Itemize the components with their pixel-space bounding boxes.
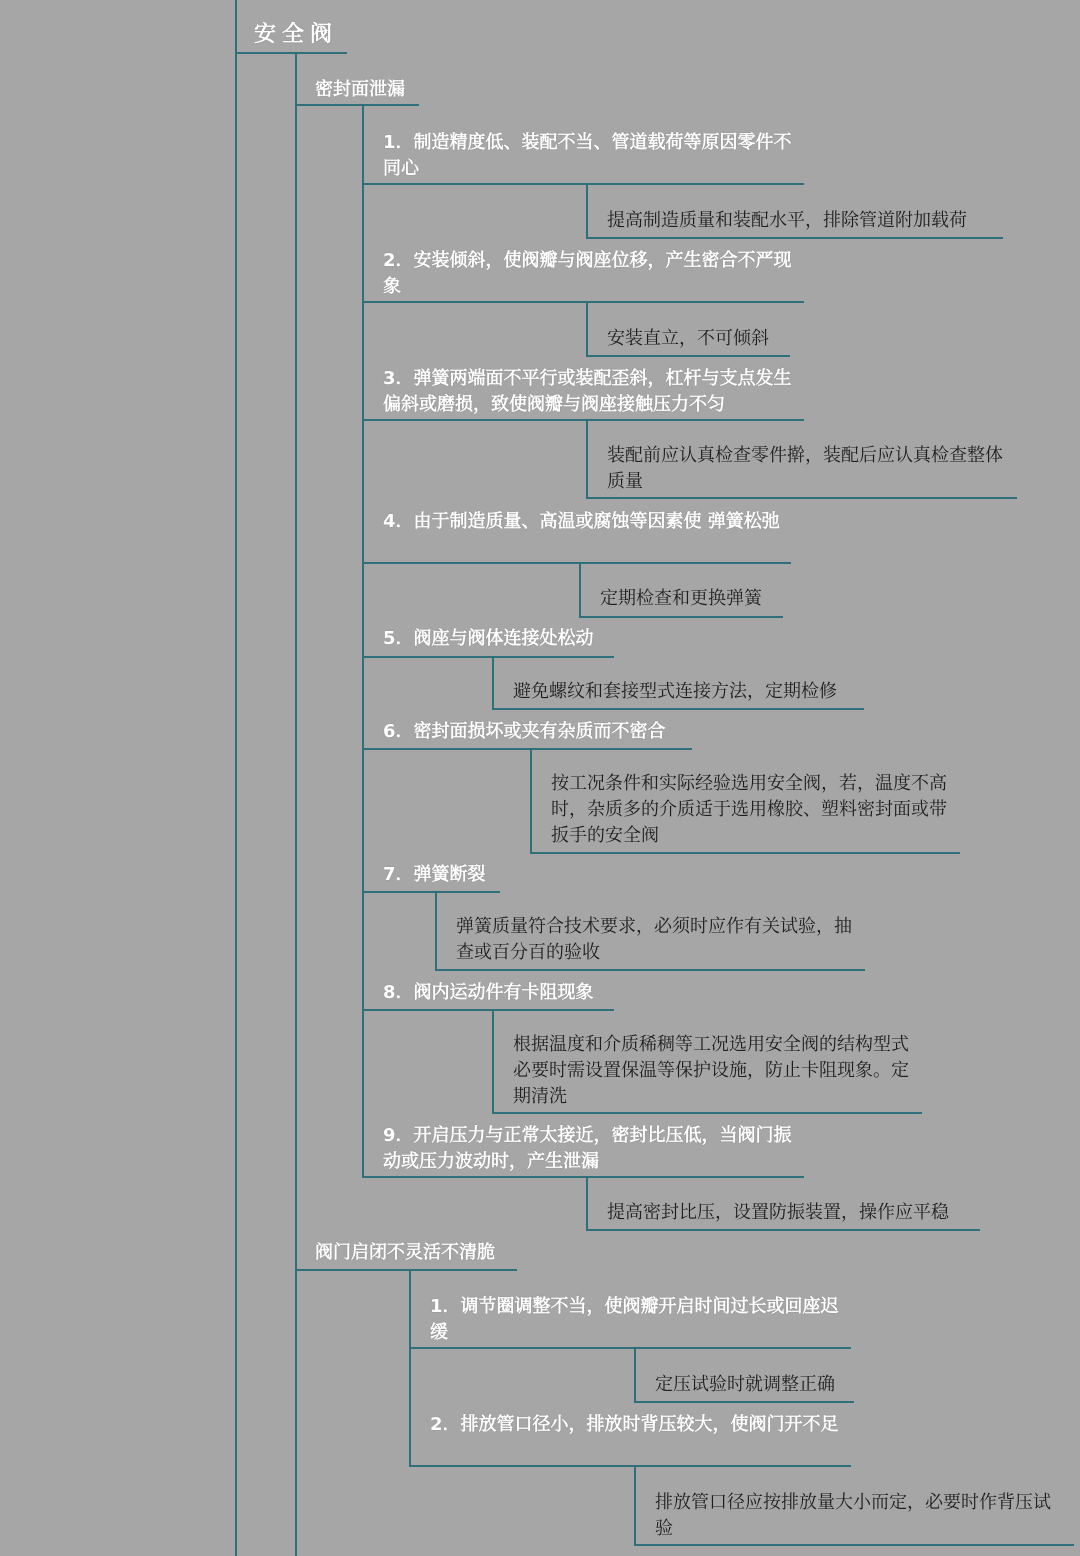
category-underline <box>295 104 419 106</box>
solution-connector <box>634 1347 636 1403</box>
cause-underline <box>362 1176 804 1178</box>
category-node: 密封面泄漏 <box>315 79 405 100</box>
category-underline <box>295 1269 517 1271</box>
cause-spine <box>362 104 364 1178</box>
solution-node: 提高密封比压，设置防振装置，操作应平稳 <box>607 1202 949 1223</box>
cause-node: 7．弹簧断裂 <box>383 864 486 885</box>
solution-node: 按工况条件和实际经验选用安全阀，若，温度不高时，杂质多的介质适于选用橡胶、塑料密封面或带扳手的安全阀 <box>551 773 947 846</box>
solution-node: 排放管口径应按排放量大小而定，必要时作背压试验 <box>655 1492 1051 1539</box>
solution-underline <box>634 1544 1074 1546</box>
solution-connector <box>530 748 532 854</box>
solution-underline <box>586 497 1017 499</box>
cause-node: 1．制造精度低、装配不当、管道载荷等原因零件不同心 <box>383 132 792 179</box>
solution-underline <box>435 969 865 971</box>
solution-connector <box>435 891 437 971</box>
category-node: 阀门启闭不灵活不清脆 <box>315 1242 495 1263</box>
solution-connector <box>634 1465 636 1546</box>
solution-connector <box>492 656 494 710</box>
cause-node: 2．排放管口径小，排放时背压较大，使阀门开不足 <box>430 1414 839 1435</box>
category-spine <box>295 52 297 1556</box>
solution-node: 定压试验时就调整正确 <box>655 1374 835 1395</box>
solution-underline <box>586 1229 980 1231</box>
cause-underline <box>362 562 791 564</box>
cause-underline <box>409 1347 851 1349</box>
solution-node: 避免螺纹和套接型式连接方法，定期检修 <box>513 681 837 702</box>
solution-connector <box>492 1009 494 1114</box>
solution-node: 根据温度和介质稀稠等工况选用安全阀的结构型式必要时需设置保温等保护设施，防止卡阻现象。定期清洗 <box>513 1034 909 1107</box>
solution-connector <box>586 301 588 357</box>
solution-node: 安装直立，不可倾斜 <box>607 328 769 349</box>
cause-node: 3．弹簧两端面不平行或装配歪斜，杠杆与支点发生偏斜或磨损，致使阀瓣与阀座接触压力不匀 <box>383 368 792 415</box>
solution-connector <box>586 1176 588 1231</box>
cause-underline <box>409 1465 851 1467</box>
solution-underline <box>492 708 864 710</box>
cause-node: 5．阀座与阀体连接处松动 <box>383 628 594 649</box>
cause-node: 6．密封面损坏或夹有杂质而不密合 <box>383 721 666 742</box>
cause-underline <box>362 891 500 893</box>
solution-node: 弹簧质量符合技术要求，必须时应作有关试验，抽查或百分百的验收 <box>456 916 852 963</box>
cause-node: 9．开启压力与正常太接近，密封比压低，当阀门振动或压力波动时，产生泄漏 <box>383 1125 792 1172</box>
cause-underline <box>362 301 804 303</box>
solution-node: 定期检查和更换弹簧 <box>600 588 762 609</box>
solution-underline <box>492 1112 922 1114</box>
solution-node: 装配前应认真检查零件擀，装配后应认真检查整体质量 <box>607 445 1003 492</box>
cause-underline <box>362 419 804 421</box>
cause-underline <box>362 748 692 750</box>
cause-underline <box>362 656 614 658</box>
cause-spine <box>409 1269 411 1466</box>
solution-underline <box>634 1401 854 1403</box>
cause-node: 2．安装倾斜，使阀瓣与阀座位移，产生密合不严现象 <box>383 250 792 297</box>
solution-connector <box>586 419 588 499</box>
root-underline <box>235 52 347 54</box>
solution-underline <box>586 237 1003 239</box>
cause-node: 4．由于制造质量、高温或腐蚀等因素使 弹簧松弛 <box>383 511 780 532</box>
solution-underline <box>530 852 960 854</box>
root-node: 安全阀 <box>254 22 339 47</box>
solution-underline <box>586 355 790 357</box>
solution-underline <box>579 616 783 618</box>
cause-node: 1．调节圈调整不当，使阀瓣开启时间过长或回座迟缓 <box>430 1296 839 1343</box>
solution-connector <box>579 562 581 618</box>
solution-node: 提高制造质量和装配水平，排除管道附加载荷 <box>607 210 967 231</box>
trunk-line <box>235 0 237 1556</box>
cause-underline <box>362 1009 614 1011</box>
cause-node: 8．阀内运动件有卡阻现象 <box>383 982 594 1003</box>
solution-connector <box>586 183 588 239</box>
cause-underline <box>362 183 804 185</box>
